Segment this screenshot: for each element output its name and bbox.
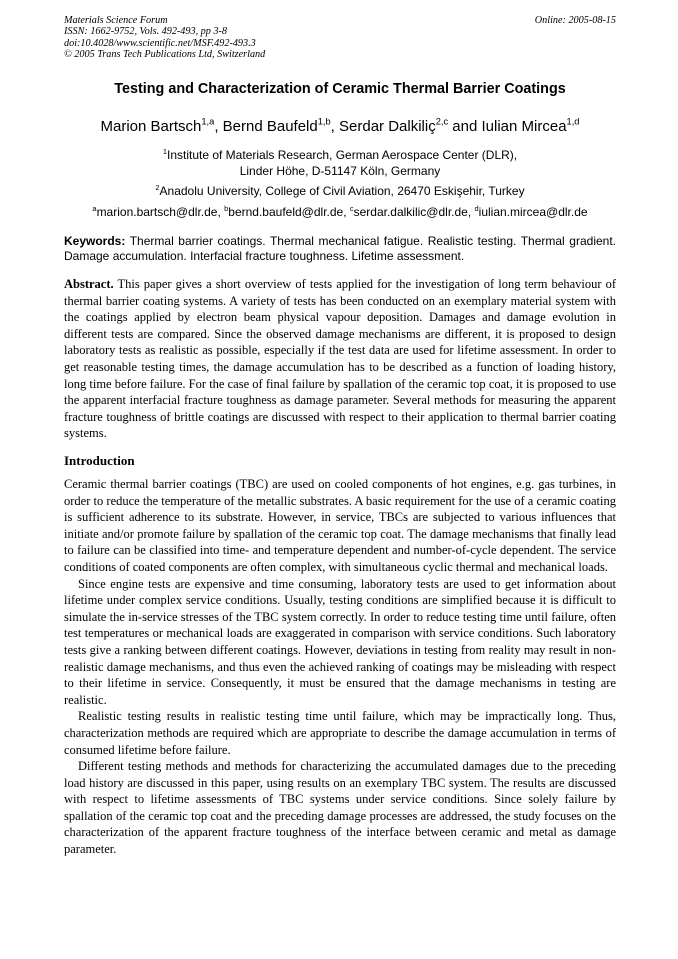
introduction-body: [64, 476, 616, 858]
issn-line: ISSN: 1662-9752, Vols. 492-493, pp 3-8: [64, 26, 227, 38]
paragraph: Since engine tests are expensive and time consuming, laboratory tests are used to get information about lifetime under complex service conditions. Usually, testing conditions are simplified because it is difficult to simulate the in-service stresses of the TBC system correctly. In order to reduce testing time until failure, often test temperatures or mechanical loads are exaggerated in comparison with service conditions. Such laboratory tests give a ranking between different coatings. However, deviations in testing from reality may result in non-realistic damage mechanisms, and thus even the achieved ranking of coatings may be misleading with respect to their lifetime in service. Consequently, it must be ensured that the damage mechanisms in testing are realistic.: [64, 576, 616, 707]
section-heading-introduction: Introduction: [64, 453, 135, 468]
paragraph: Different testing methods and methods for characterizing the accumulated damages due to the preceding load history are discussed in this paper, using results on an exemplary TBC system. The results are discussed with respect to lifetime assessments of TBC systems under service conditions. Since solely failure by spallation of the ceramic top coat and the preceding damage processes are addressed, the study focuses on the characterization of the apparent fracture toughness of the interface between ceramic and metal as damage parameter.: [64, 759, 616, 857]
keywords-text: Thermal barrier coatings. Thermal mechanical fatigue. Realistic testing. Thermal gradient. Damage accumulation. Interfacial fracture toughness. Lifetime assessment.: [64, 234, 616, 263]
paragraph: Realistic testing results in realistic testing time until failure, which may be impractically long. Thus, characterization methods are required which are appropriate to describe the damage accumulation in terms of consumed lifetime before failure.: [64, 709, 616, 757]
email-address[interactable]: $^d$iulian.mircea@dlr.de: [474, 203, 588, 219]
paper-title: Testing and Characterization of Ceramic Thermal Barrier Coatings: [114, 81, 566, 97]
affiliation-1: $^1$Institute of Materials Research, German Aerospace Center (DLR), Linder Höhe, D-51147 Köln, Germany: [162, 146, 518, 178]
email-address[interactable]: $^a$marion.bartsch@dlr.de: [92, 203, 218, 219]
author-list: [64, 117, 616, 137]
author: Serdar Dalkiliç$^{2,c}$ and: [339, 116, 482, 135]
author: Iulian Mircea$^{1,d}$: [481, 116, 580, 135]
doi-line: doi:10.4028/www.scientific.net/MSF.492-493.3: [64, 37, 256, 49]
affiliation-2: $^2$Anadolu University, College of Civil Aviation, 26470 Eskişehir, Turkey: [155, 182, 525, 198]
email-address[interactable]: $^b$bernd.baufeld@dlr.de: [224, 203, 344, 219]
keywords-label: Keywords:: [64, 234, 126, 248]
copyright-line: © 2005 Trans Tech Publications Ltd, Switzerland: [64, 49, 266, 61]
journal-name: Materials Science Forum: [64, 15, 168, 26]
email-list: $^a$marion.bartsch@dlr.de, $^b$bernd.baufeld@dlr.de, $^c$serdar.dalkilic@dlr.de, $^d$iulian.mircea@dlr.de: [92, 203, 588, 219]
abstract-text: This paper gives a short overview of tests applied for the investigation of long term behaviour of thermal barrier coating systems. A variety of tests has been conducted on an exemplary material system with the coatings applied by electron beam physical vapour deposition. Damages and damage evolution in different tests are compared. Since the observed damage mechanisms are different, it is proposed to design laboratory tests as realistic as possible, especially if the test data are used for lifetime assessment. In order to get reasonable testing times, the damage accumulation has to be described as a function of loading history, long time before failure. For the case of final failure by spallation of the ceramic top coat, it is proposed to use the apparent interfacial fracture toughness as damage parameter. Several methods for measuring the apparent fracture toughness of brittle coatings are discussed with respect to their application to thermal barrier coating systems.: [64, 277, 616, 441]
journal-header: [64, 15, 616, 61]
keywords-block: [64, 234, 616, 264]
paragraph: Ceramic thermal barrier coatings (TBC) are used on cooled components of hot engines, e.g. gas turbines, in order to reduce the temperature of the metallic substrates. A basic requirement for the use of a ceramic coating is sufficient adherence to its substrate. However, in service, TBCs are subjected to various influences that initiate and/or promote failure by spallation of the ceramic top coat. The damage mechanisms that finally lead to failure can be classified into time- and temperature dependent and number-of-cycle dependent. The service conditions of coated components are often complex, with simultaneous cyclic thermal and mechanical loads.: [64, 477, 616, 574]
online-date: Online: 2005-08-15: [534, 15, 616, 26]
email-address[interactable]: $^c$serdar.dalkilic@dlr.de: [349, 203, 468, 219]
abstract-label: Abstract.: [64, 277, 114, 291]
author: Marion Bartsch$^{1,a}$,: [100, 116, 223, 135]
abstract-block: [64, 276, 616, 442]
author: Bernd Baufeld$^{1,b}$,: [222, 116, 340, 135]
